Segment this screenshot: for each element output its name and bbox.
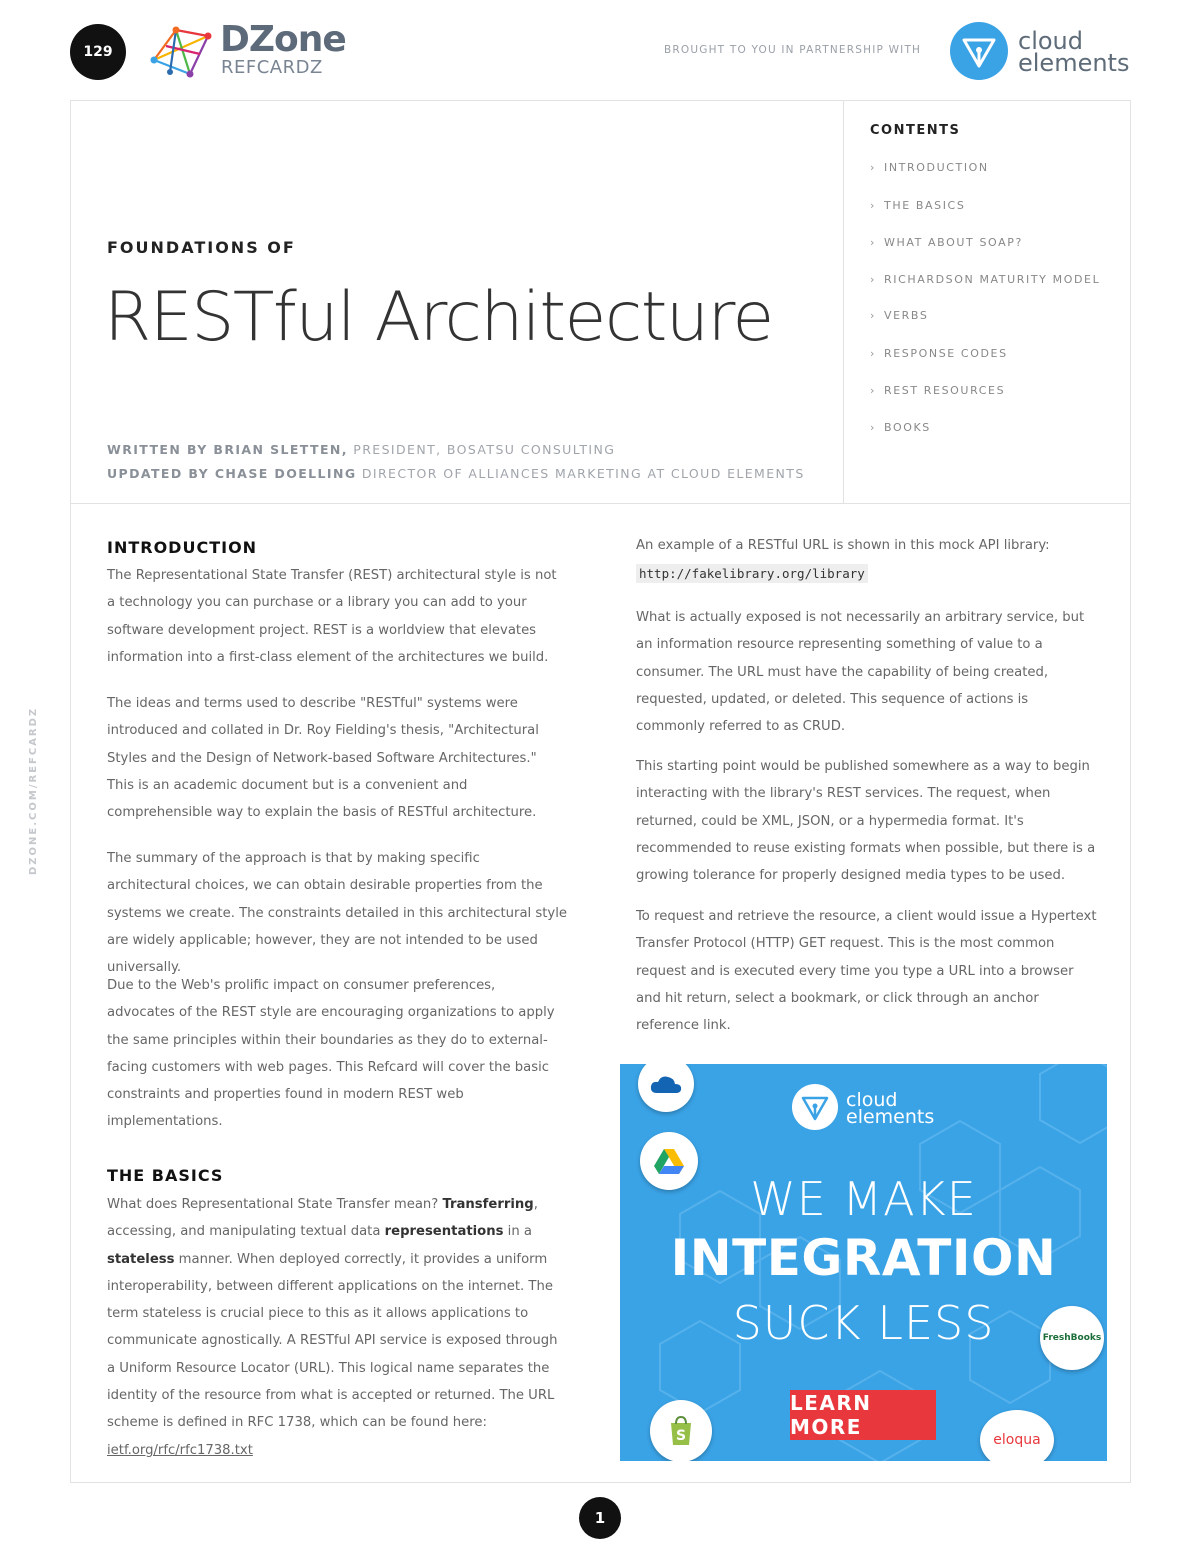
introduction-heading: INTRODUCTION [107,538,258,557]
chevron-right-icon: › [870,161,876,174]
title-kicker: FOUNDATIONS OF [107,238,296,257]
right-paragraph-1: An example of a RESTful URL is shown in this mock API library: [636,538,1050,553]
written-by-label: WRITTEN BY BRIAN SLETTEN, [107,442,348,457]
cloud-elements-wordmark-line2: elements [1018,49,1130,77]
intro-paragraph-3: The summary of the approach is that by making specific architectural choices, we can obtain desirable properties from the systems we create. The constraints detailed in this architectural style are widely applicable; however, they are not intended to be used universally. [107,851,568,976]
toc-item-rest-resources[interactable] [870,384,1005,397]
toc-item-label: RESPONSE CODES [884,347,1008,360]
eloqua-label: eloqua [993,1432,1041,1448]
toc-item-the-basics[interactable] [870,199,965,212]
page-title: RESTful Architecture [104,278,773,357]
chevron-right-icon: › [870,273,876,286]
intro-paragraph-1: The Representational State Transfer (REST) architectural style is not a technology you can purchase or a library you can add to your software development project. REST is a worldview that elevates information into a first-class element of the architectures we build. [107,568,557,665]
ad-cloud-elements-wordmark [846,1089,935,1128]
toc-item-books[interactable] [870,421,931,434]
toc-item-label: INTRODUCTION [884,161,989,174]
svg-text:S: S [675,1428,687,1444]
dzone-wordmark: DZone [220,19,346,60]
ad-headline-1: WE MAKE [750,1172,977,1226]
ad-headline-3: SUCK LESS [732,1296,995,1350]
refcardz-wordmark: REFCARDZ [221,57,323,78]
toc-item-introduction[interactable] [870,161,989,174]
basics-paragraph [107,1191,567,1464]
right-paragraph-3: This starting point would be published somewhere as a way to begin interacting with the library's REST services. The request, when returned, could be XML, JSON, or a hypermedia format. It's recommended to reuse existing formats when possible, but there is a growing tolerance for properly designed media types to be used. [636,759,1096,884]
hero-divider [843,101,844,503]
learn-more-button[interactable]: LEARN MORE [790,1390,936,1440]
updated-by-label: UPDATED BY CHASE DOELLING [107,466,357,481]
ad-wordmark-line1: cloud [846,1089,898,1111]
example-url-block [636,560,1101,588]
basics-bold-transferring: Transferring [442,1197,534,1212]
ad-headline-2: INTEGRATION [670,1229,1057,1287]
basics-text-c: , accessing, and manipulating textual data [107,1197,538,1240]
rfc1738-link[interactable]: ietf.org/rfc/rfc1738.txt [107,1442,253,1458]
eloqua-icon [980,1410,1054,1461]
ad-cloud-elements-logo-icon [792,1084,838,1130]
chevron-right-icon: › [870,347,876,360]
toc-item-response-codes[interactable] [870,347,1008,360]
chevron-right-icon: › [870,309,876,322]
toc-item-label: BOOKS [884,421,931,434]
toc-item-label: RICHARDSON MATURITY MODEL [884,273,1101,286]
toc-item-label: THE BASICS [884,199,966,212]
intro-paragraph-4: Due to the Web's prolific impact on consumer preferences, advocates of the REST style are encouraging organizations to apply the same principles within their boundaries as they do to external-facing customers with web pages. This Refcard will cover the basic constraints and properties found in modern REST web implementations. [107,978,555,1130]
cloud-elements-logo-icon [950,22,1008,80]
contents-title: CONTENTS [870,123,961,138]
basics-text-d: in a [503,1224,532,1240]
right-paragraph-4: To request and retrieve the resource, a client would issue a Hypertext Transfer Protocol (HTTP) GET request. This is the most common request and is executed every time you type a URL into a browser and hit return, select a bookmark, or click through an anchor reference link. [636,909,1097,1034]
cloud-elements-wordmark [1018,27,1130,77]
toc-item-richardson-maturity-model[interactable] [870,273,1100,286]
chevron-right-icon: › [870,236,876,249]
example-url-code: http://fakelibrary.org/library [636,564,868,583]
updated-by-credit [107,466,805,481]
basics-bold-representations: representations [384,1224,504,1240]
chevron-right-icon: › [870,421,876,434]
chevron-right-icon: › [870,384,876,397]
the-basics-heading: THE BASICS [107,1166,224,1185]
shopify-icon [650,1400,712,1461]
ad-wordmark-line2: elements [846,1106,935,1128]
updated-by-role: DIRECTOR OF ALLIANCES MARKETING AT CLOUD ELEMENTS [356,466,805,481]
dzone-logo-icon [146,22,216,82]
basics-text-a: What does Representational State Transfer mean? [107,1197,443,1212]
toc-item-label: VERBS [884,309,929,322]
page-number-badge: 1 [579,1497,621,1539]
right-paragraph-2: What is actually exposed is not necessarily an arbitrary service, but an information resource representing something of value to a consumer. The URL must have the capability of being created, requested, updated, or deleted. This sequence of actions is commonly referred to as CRUD. [636,610,1085,735]
intro-paragraph-2: The ideas and terms used to describe "RESTful" systems were introduced and collated in Dr. Roy Fielding's thesis, "Architectural Styles and the Design of Network-based Software Architectures." This is an academic document but is a convenient and comprehensible way to explain the basis of RESTful architecture. [107,696,539,821]
toc-item-label: REST RESOURCES [884,384,1006,397]
chevron-right-icon: › [870,199,876,212]
toc-item-verbs[interactable] [870,309,928,322]
issue-number-badge: 129 [70,24,126,80]
written-by-credit [107,442,615,457]
toc-item-what-about-soap[interactable] [870,236,1023,249]
partner-text: BROUGHT TO YOU IN PARTNERSHIP WITH [664,44,922,56]
cloud-elements-ad[interactable] [620,1064,1107,1461]
toc-item-label: WHAT ABOUT SOAP? [884,236,1023,249]
basics-text-e: manner. When deployed correctly, it provides a uniform interoperability, between different applications on the internet. The term stateless is crucial piece to this as it allows applications to communicate agnostically. A RESTful API service is exposed through a Uniform Resource Locator (URL). This logical name separates the identity of the resource from what is accepted or returned. The URL scheme is defined in RFC 1738, which can be found here: [107,1251,558,1431]
freshbooks-label: FreshBooks [1042,1333,1102,1343]
written-by-role: PRESIDENT, BOSATSU CONSULTING [347,442,616,457]
side-url-text: DZONE.COM/REFCARDZ [28,706,39,875]
cloud-elements-wordmark-line1: cloud [1018,27,1083,55]
basics-bold-stateless: stateless [107,1251,175,1267]
